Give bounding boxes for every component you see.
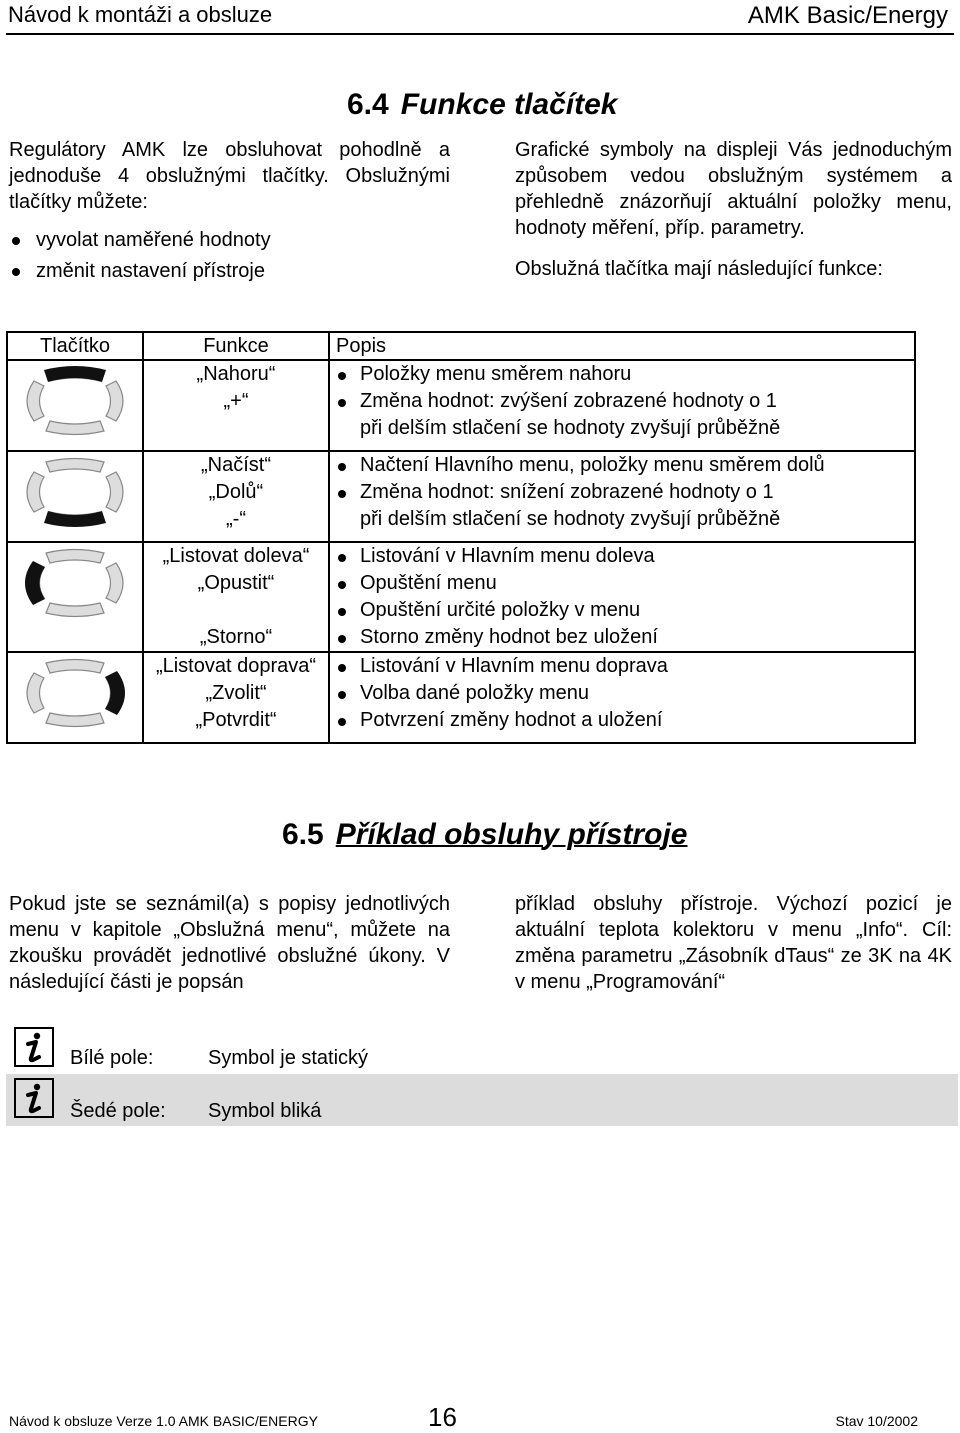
legend-label: Šedé pole: xyxy=(70,1100,166,1122)
table-row xyxy=(7,652,915,743)
description-line: Opuštění menu xyxy=(330,570,914,597)
col-header-description: Popis xyxy=(329,332,915,360)
col-header-function: Funkce xyxy=(143,332,329,360)
footer-right: Stav 10/2002 xyxy=(835,1413,918,1429)
function-label xyxy=(144,597,328,624)
description-cell xyxy=(329,652,915,743)
example-paragraph-left: Pokud jste se seznámil(a) s popisy jednotlivých menu v kapitole „Obslužná menu“, můžete na zkoušku provádět jednotlivé obslužné úkony. V následující části je popsán xyxy=(9,893,450,993)
description-line: při delším stlačení se hodnoty zvyšují průběžně xyxy=(360,417,781,439)
function-label xyxy=(144,415,328,442)
button-cell xyxy=(7,360,143,451)
function-label: „-“ xyxy=(226,508,246,530)
description-line: Listování v Hlavním menu doleva xyxy=(330,543,914,570)
function-label: „Nahoru“ xyxy=(196,363,276,385)
function-cell xyxy=(143,652,329,743)
description-cell xyxy=(329,360,915,451)
legend-label: Bílé pole: xyxy=(70,1047,154,1069)
function-cell xyxy=(143,451,329,542)
info-i-icon xyxy=(14,1078,54,1118)
function-label: „Listovat doprava“ xyxy=(155,655,317,677)
table-row xyxy=(7,542,915,652)
intro-paragraph: Regulátory AMK lze obsluhovat pohodlně a jednoduše 4 obslužnými tlačítky. Obslužnými tlačítky můžete: xyxy=(9,139,450,213)
description-line: Změna hodnot: zvýšení zobrazené hodnoty o 1 xyxy=(330,388,914,415)
description-line: Volba dané položky menu xyxy=(330,680,914,707)
description-cell xyxy=(329,451,915,542)
intro-bullets xyxy=(9,225,450,287)
bullet-item: změnit nastavení přístroje xyxy=(9,256,450,287)
function-label: „Potvrdit“ xyxy=(195,709,277,731)
table-row xyxy=(7,451,915,542)
description-line: Změna hodnot: snížení zobrazené hodnoty o 1 xyxy=(330,479,914,506)
description-line: Potvrzení změny hodnot a uložení xyxy=(330,707,914,734)
section-6-5-title xyxy=(282,818,687,852)
section-number: 6.4 xyxy=(347,88,389,121)
section-6-5-right-column xyxy=(515,891,952,995)
legend-row-white xyxy=(6,1023,958,1073)
legend-value: Symbol bliká xyxy=(208,1100,322,1122)
button-function-table xyxy=(6,331,916,744)
section-title-text: Příklad obsluhy přístroje xyxy=(335,818,688,851)
display-paragraph: Grafické symboly na displeji Vás jednoduchým způsobem vedou obslužným systémem a přehledně znázorňují aktuální položky menu, hodnoty měření, příp. parametry. xyxy=(515,139,952,239)
right-button-icon xyxy=(8,653,142,734)
description-line: Storno změny hodnot bez uložení xyxy=(330,624,914,651)
button-cell xyxy=(7,542,143,652)
page-number: 16 xyxy=(428,1402,457,1432)
header-left: Návod k montáži a obsluze xyxy=(8,2,273,27)
bullet-item: vyvolat naměřené hodnoty xyxy=(9,225,450,256)
description-line: při delším stlačení se hodnoty zvyšují průběžně xyxy=(360,508,781,530)
up-button-icon xyxy=(8,361,142,442)
button-cell xyxy=(7,451,143,542)
function-label: „Listovat doleva“ xyxy=(162,545,310,567)
header-divider xyxy=(6,33,954,35)
function-label: „Načíst“ xyxy=(201,454,271,476)
example-paragraph-right: příklad obsluhy přístroje. Výchozí pozicí je aktuální teplota kolektoru v menu „Info“. Cíl: změna parametru „Zásobník dTaus“ ze 3K na 4K v menu „Programování“ xyxy=(515,893,952,993)
section-6-4-left-column xyxy=(9,137,450,287)
description-cell xyxy=(329,542,915,652)
description-line: Položky menu směrem nahoru xyxy=(330,361,914,388)
function-label: „Storno“ xyxy=(199,626,273,648)
button-cell xyxy=(7,652,143,743)
footer-left: Návod k obsluze Verze 1.0 AMK BASIC/ENERGY xyxy=(9,1413,318,1429)
table-header-row xyxy=(7,332,915,360)
info-i-icon xyxy=(14,1027,54,1067)
section-number: 6.5 xyxy=(282,818,324,851)
section-6-4-title xyxy=(347,88,617,122)
description-line: Opuštění určité položky v menu xyxy=(330,597,914,624)
left-button-icon xyxy=(8,543,142,624)
function-label: „+“ xyxy=(223,390,249,412)
legend-row-gray xyxy=(6,1074,958,1126)
description-line: Listování v Hlavním menu doprava xyxy=(330,653,914,680)
buttons-intro: Obslužná tlačítka mají následující funkce: xyxy=(515,258,883,280)
function-label: „Dolů“ xyxy=(208,481,264,503)
section-6-5-left-column xyxy=(9,891,450,995)
function-label: „Opustit“ xyxy=(197,572,275,594)
down-button-icon xyxy=(8,452,142,533)
function-label: „Zvolit“ xyxy=(205,682,267,704)
legend-value: Symbol je statický xyxy=(208,1047,369,1069)
header-right: AMK Basic/Energy xyxy=(747,2,948,29)
function-cell xyxy=(143,542,329,652)
section-title-text: Funkce tlačítek xyxy=(400,88,618,121)
section-6-4-right-column xyxy=(515,137,952,282)
table-row xyxy=(7,360,915,451)
function-cell xyxy=(143,360,329,451)
description-line: Načtení Hlavního menu, položky menu směrem dolů xyxy=(330,452,914,479)
col-header-button: Tlačítko xyxy=(7,332,143,360)
